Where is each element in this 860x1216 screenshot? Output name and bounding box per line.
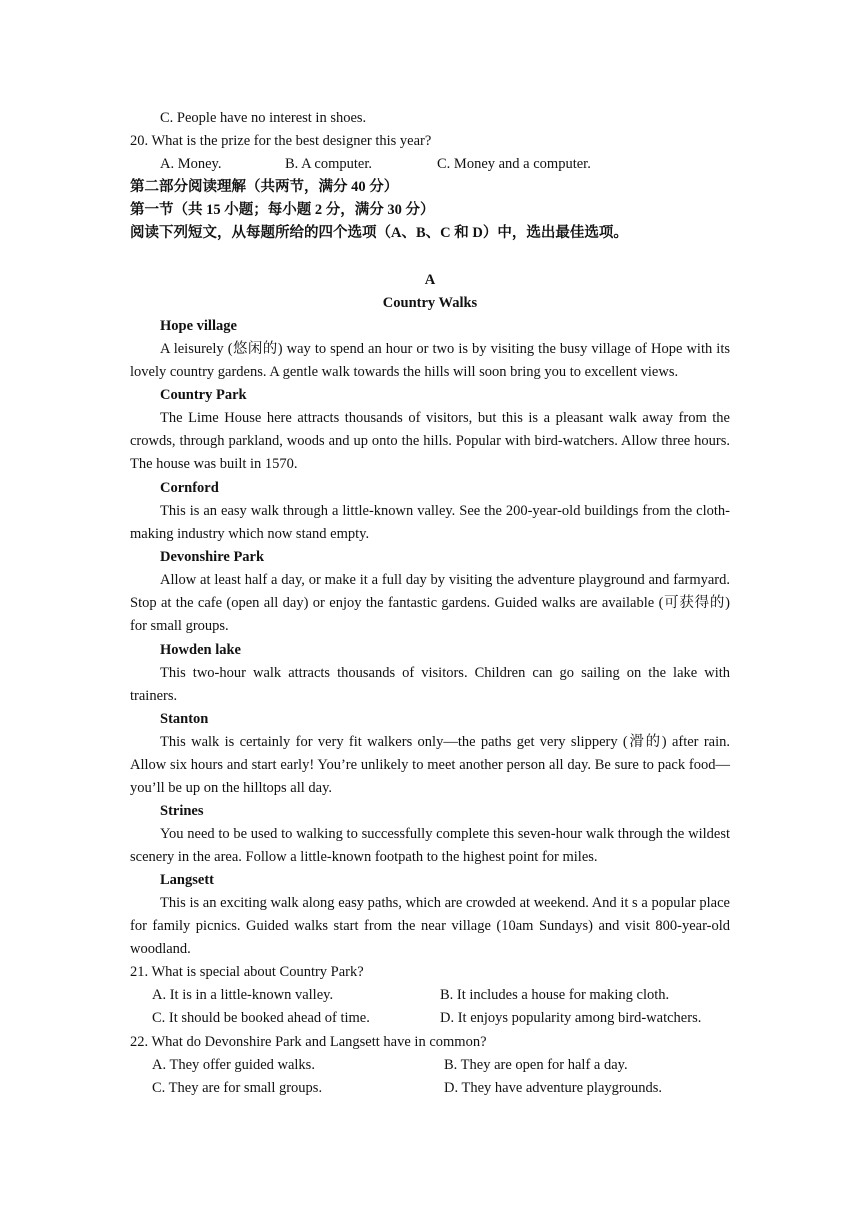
part2-heading: 第二部分阅读理解（共两节，满分 40 分）: [130, 179, 399, 195]
q21-question: 21. What is special about Country Park?: [130, 964, 364, 980]
reading-instruction: 阅读下列短文，从每题所给的四个选项（A、B、C 和 D）中，选出最佳选项。: [130, 225, 628, 241]
q20-option-a: A. Money.: [160, 156, 222, 172]
q21-option-b: B. It includes a house for making cloth.: [440, 987, 670, 1003]
q20-question: 20. What is the prize for the best designer this year?: [130, 133, 432, 149]
q22-option-b: B. They are open for half a day.: [444, 1057, 628, 1073]
walk-name-country-park: Country Park: [160, 387, 247, 403]
walk-text-strines: You need to be used to walking to successfully complete this seven-hour walk through the wildest scenery in the area. Follow a little-known footpath to the highest point for miles.: [130, 826, 730, 865]
q21-option-c: C. It should be booked ahead of time.: [152, 1010, 370, 1026]
walk-name-howden-lake: Howden lake: [160, 642, 241, 658]
q19-option-c: C. People have no interest in shoes.: [160, 110, 367, 126]
walk-text-devonshire-park: Allow at least half a day, or make it a full day by visiting the adventure playground and farmyard. Stop at the cafe (open all day) or enjoy the fantastic gardens. Guided walks are available (可获得的) for small groups.: [130, 572, 730, 634]
q22-question: 22. What do Devonshire Park and Langsett have in common?: [130, 1034, 487, 1050]
walk-text-stanton: This walk is certainly for very fit walkers only—the paths get very slippery (滑的) after rain. Allow six hours and start early! You’re unlikely to meet another person all day. Be sure to pack food—you’ll be up on the hilltops all day.: [130, 734, 730, 796]
walk-name-strines: Strines: [160, 803, 204, 819]
walk-text-cornford: This is an easy walk through a little-known valley. See the 200-year-old buildings from the cloth-making industry which now stand empty.: [130, 503, 730, 542]
walk-name-cornford: Cornford: [160, 480, 219, 496]
q20-option-c: C. Money and a computer.: [437, 156, 591, 172]
walk-name-devonshire-park: Devonshire Park: [160, 549, 265, 565]
section1-heading: 第一节（共 15 小题；每小题 2 分，满分 30 分）: [130, 202, 435, 218]
walk-name-langsett: Langsett: [160, 872, 214, 888]
walk-text-langsett: This is an exciting walk along easy paths, which are crowded at weekend. And it s a popular place for family picnics. Guided walks start from the near village (10am Sundays) and visit 800-year-old woodland.: [130, 895, 730, 957]
walk-name-stanton: Stanton: [160, 711, 209, 727]
walk-text-howden-lake: This two-hour walk attracts thousands of visitors. Children can go sailing on the lake with trainers.: [130, 665, 730, 704]
passage-label: A: [424, 272, 436, 288]
q20-option-b: B. A computer.: [285, 156, 372, 172]
walk-text-hope-village: A leisurely (悠闲的) way to spend an hour or two is by visiting the busy village of Hope with its lovely country gardens. A gentle walk towards the hills will soon bring you to excellent views.: [130, 341, 730, 380]
walk-text-country-park: The Lime House here attracts thousands of visitors, but this is a pleasant walk away from the crowds, through parkland, woods and up onto the hills. Popular with bird-watchers. Allow three hours. The house was built in 1570.: [130, 410, 730, 472]
q21-option-a: A. It is in a little-known valley.: [152, 987, 334, 1003]
walk-name-hope-village: Hope village: [160, 318, 237, 334]
q21-option-d: D. It enjoys popularity among bird-watchers.: [440, 1010, 702, 1026]
q22-option-a: A. They offer guided walks.: [152, 1057, 315, 1073]
q22-option-c: C. They are for small groups.: [152, 1080, 323, 1096]
passage-title: Country Walks: [382, 295, 478, 311]
q22-option-d: D. They have adventure playgrounds.: [444, 1080, 662, 1096]
